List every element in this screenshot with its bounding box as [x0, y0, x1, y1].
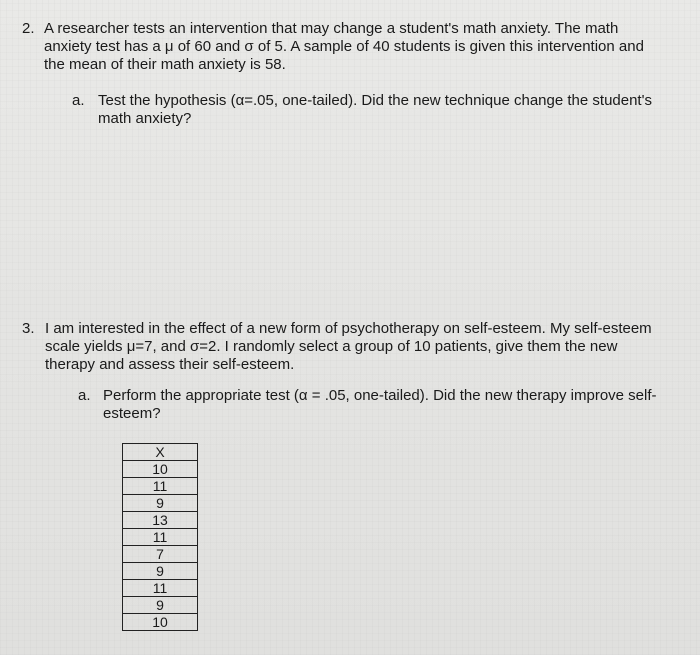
table-cell: 11 — [123, 580, 198, 597]
data-table — [122, 443, 198, 631]
question-3a-label: a. — [78, 387, 91, 404]
table-row — [123, 529, 198, 546]
table-cell: 10 — [123, 461, 198, 478]
table-row — [123, 614, 198, 631]
table-cell: 9 — [123, 563, 198, 580]
question-3-part-a — [78, 387, 688, 423]
table-cell: 11 — [123, 478, 198, 495]
table-row — [123, 546, 198, 563]
table-row — [123, 478, 198, 495]
table-cell: 7 — [123, 546, 198, 563]
question-2a-text: Test the hypothesis (α=.05, one-tailed). Did the new technique change the student's math anxiety? — [98, 92, 652, 127]
question-3 — [22, 320, 692, 374]
table-row — [123, 597, 198, 614]
question-3-text: I am interested in the effect of a new form of psychotherapy on self-esteem. My self-esteem scale yields μ=7, and σ=2. I randomly select a group of 10 patients, give them the new therapy and assess their self-esteem. — [45, 320, 652, 373]
table-header-x: X — [123, 444, 198, 461]
table-header-row — [123, 444, 198, 461]
question-2-text: A researcher tests an intervention that may change a student's math anxiety. The math anxiety test has a μ of 60 and σ of 5. A sample of 40 students is given this intervention and the mean of their math anxiety is 58. — [44, 20, 644, 73]
table-row — [123, 495, 198, 512]
table-cell: 9 — [123, 495, 198, 512]
question-2a-label: a. — [72, 92, 85, 109]
table-row — [123, 512, 198, 529]
table-row — [123, 580, 198, 597]
table-cell: 9 — [123, 597, 198, 614]
question-2-part-a — [72, 92, 692, 128]
table-row — [123, 461, 198, 478]
question-2 — [22, 20, 692, 74]
question-3-number: 3. — [22, 320, 35, 337]
table-cell: 13 — [123, 512, 198, 529]
question-2-number: 2. — [22, 20, 35, 37]
table-cell: 11 — [123, 529, 198, 546]
table-cell: 10 — [123, 614, 198, 631]
question-3a-text: Perform the appropriate test (α = .05, one-tailed). Did the new therapy improve self- esteem? — [103, 387, 657, 422]
table-row — [123, 563, 198, 580]
